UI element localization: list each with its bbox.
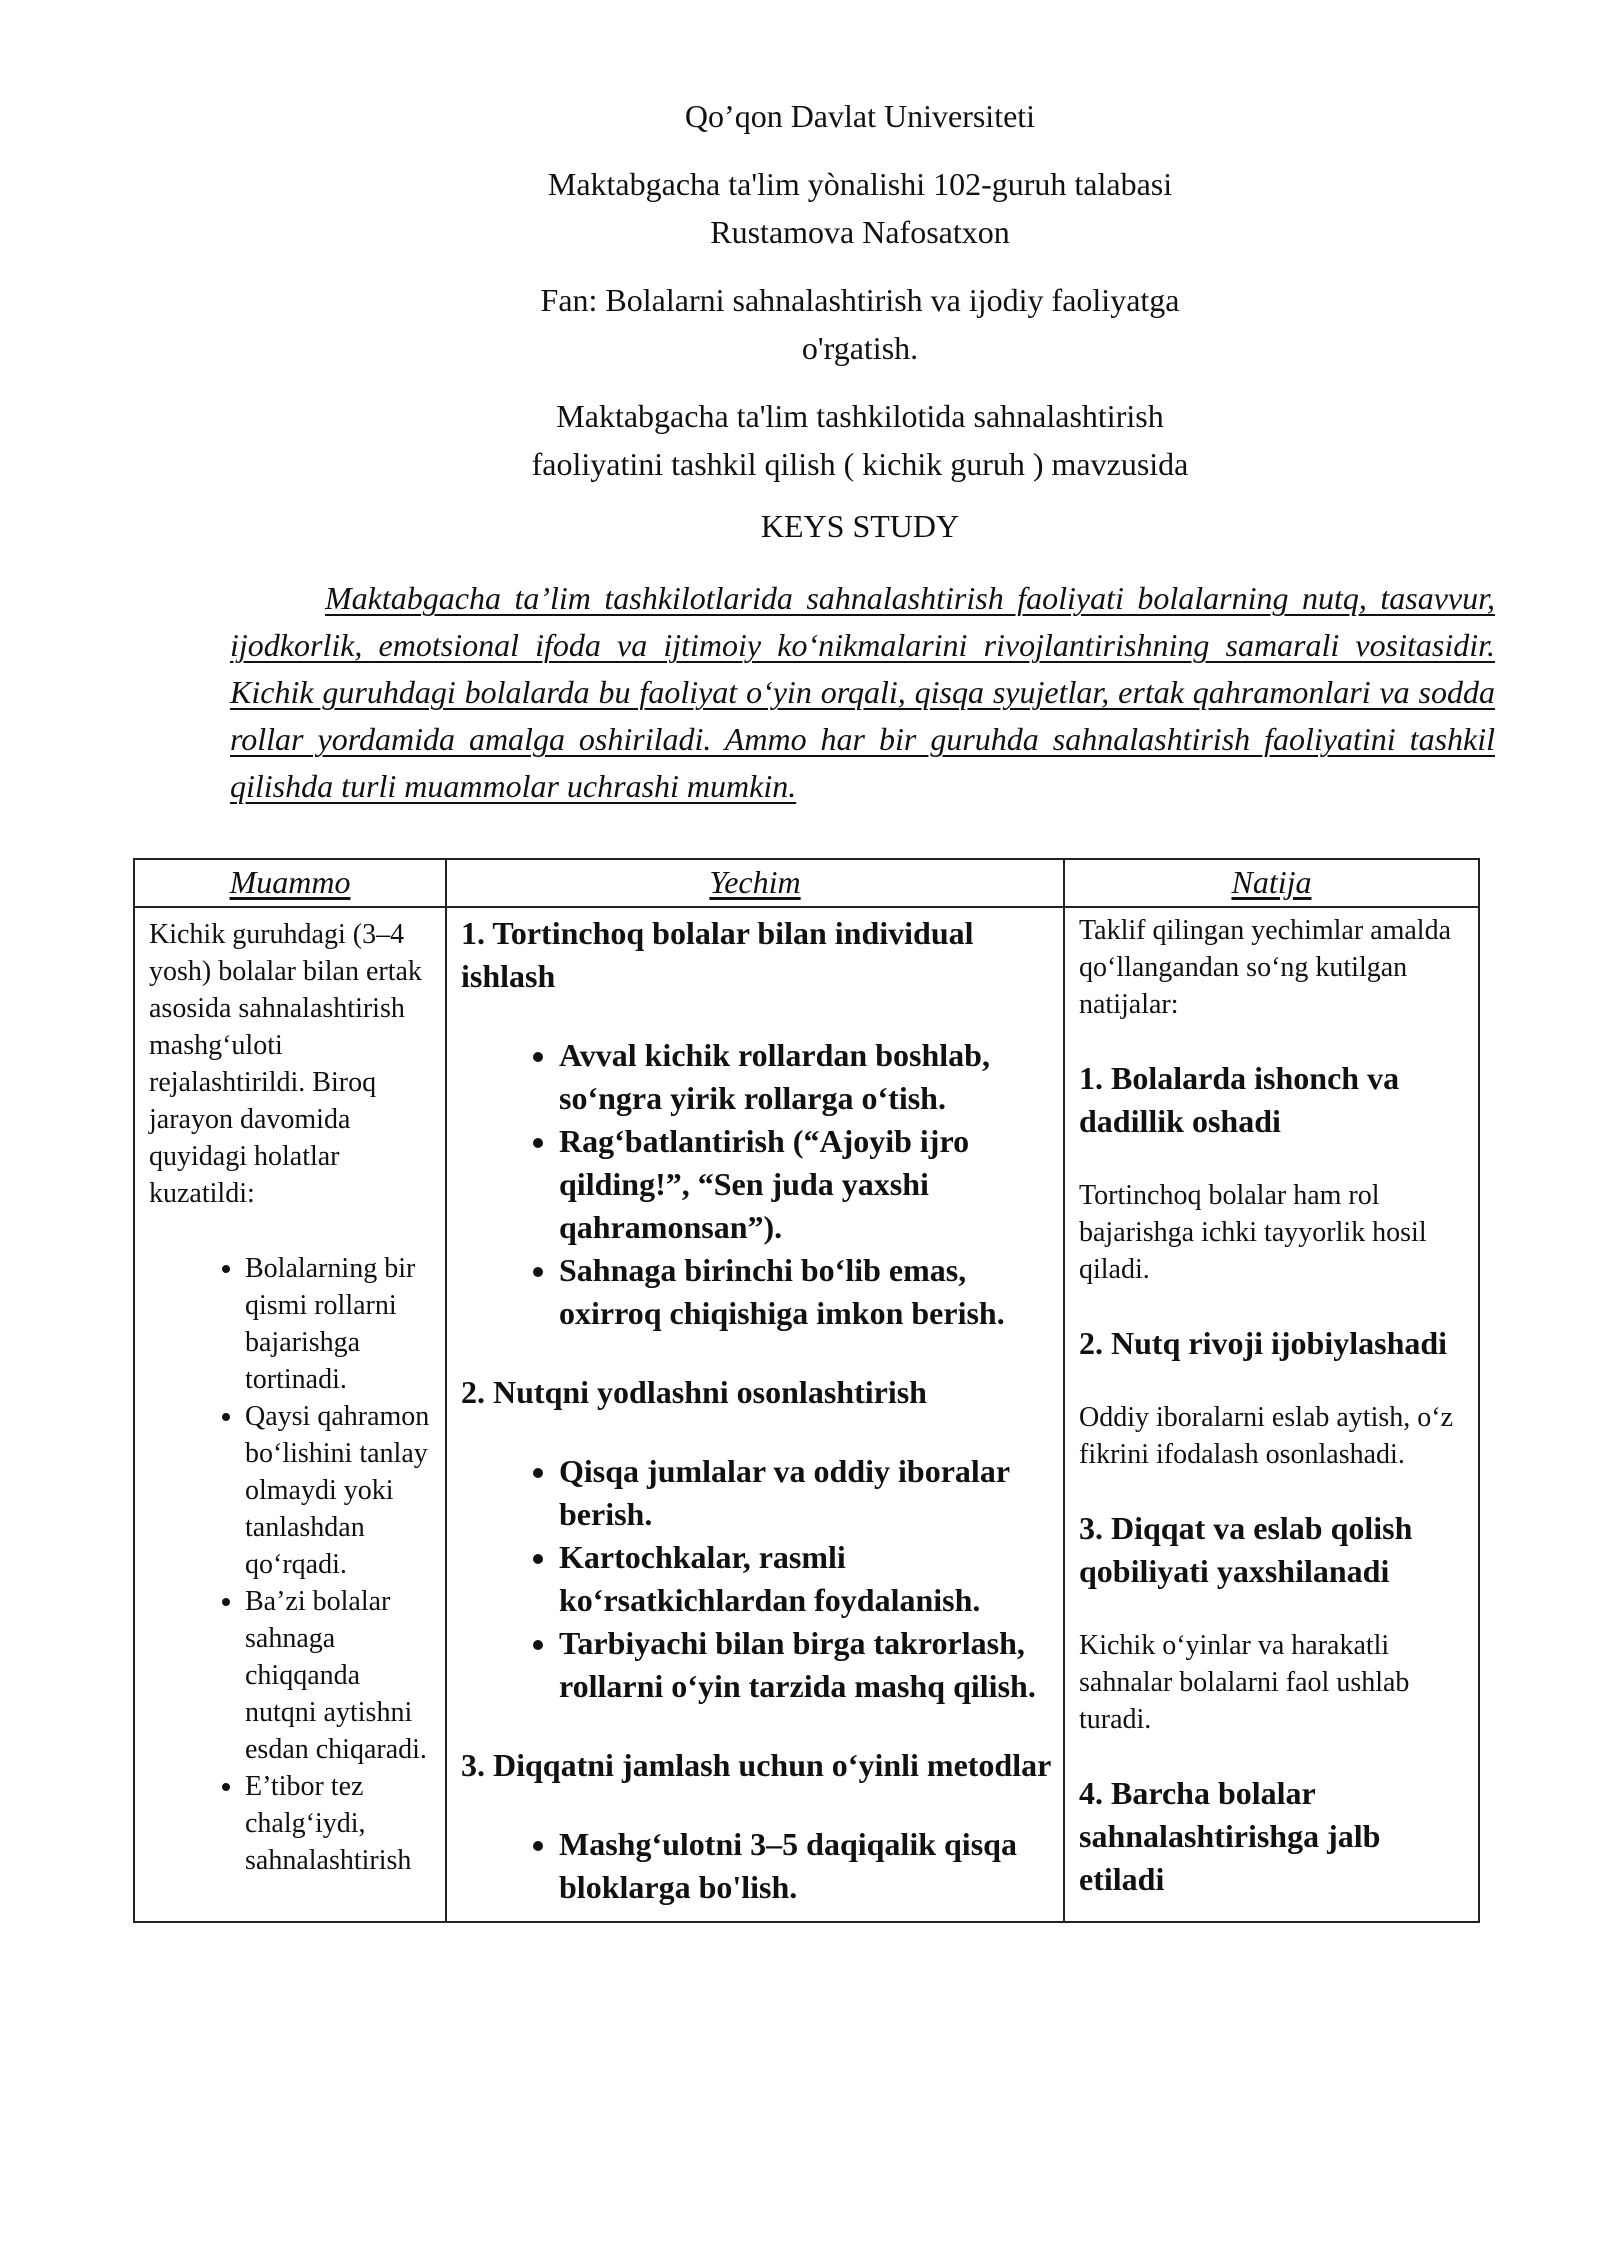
list-item: • E’tibor tez chalg‘iydi, sahnalashtirish bbox=[245, 1768, 437, 1879]
natija-item-title: 3. Diqqat va eslab qolish qobiliyati yaxshilanadi bbox=[1079, 1510, 1413, 1589]
list-item: • Qaysi qahramon bo‘lishini tanlay olmaydi yoki tanlashdan qo‘rqadi. bbox=[245, 1398, 437, 1583]
muammo-lead: Kichik guruhdagi (3–4 yosh) bolalar bilan ertak asosida sahnalashtirish mashg‘uloti rejalashtirildi. Biroq jarayon davomida quyidagi holatlar kuzatildi: bbox=[149, 919, 422, 1209]
list-item: • Kartochkalar, rasmli ko‘rsatkichlardan foydalanish. bbox=[559, 1536, 1055, 1622]
document-type: KEYS STUDY bbox=[760, 508, 960, 544]
student-group-line: Maktabgacha ta'lim yònalishi 102-guruh talabasi bbox=[547, 166, 1173, 202]
yechim-list bbox=[461, 1450, 1055, 1708]
yechim-section-title: 3. Diqqatni jamlash uchun o‘yinli metodlar bbox=[461, 1747, 1052, 1783]
yechim-cell bbox=[446, 907, 1064, 1922]
header-yechim: Yechim bbox=[446, 859, 1064, 907]
natija-intro: Taklif qilingan yechimlar amalda qo‘llangandan so‘ng kutilgan natijalar: bbox=[1079, 915, 1452, 1020]
natija-item-title: 4. Barcha bolalar sahnalashtirishga jalb etiladi bbox=[1079, 1775, 1381, 1897]
list-item: • Bolalarning bir qismi rollarni bajarishga tortinadi. bbox=[245, 1250, 437, 1398]
muammo-list bbox=[149, 1250, 437, 1879]
yechim-section-title: 1. Tortinchoq bolalar bilan individual ishlash bbox=[461, 915, 974, 994]
case-study-table bbox=[133, 858, 1480, 1923]
header-muammo: Muammo bbox=[134, 859, 446, 907]
header-natija: Natija bbox=[1064, 859, 1479, 907]
list-item: • Ba’zi bolalar sahnaga chiqqanda nutqni aytishni esdan chiqaradi. bbox=[245, 1583, 437, 1768]
subject-line-continued: o'rgatish. bbox=[801, 330, 919, 366]
topic-line: Maktabgacha ta'lim tashkilotida sahnalashtirish bbox=[556, 398, 1164, 434]
yechim-list bbox=[461, 1823, 1055, 1909]
table-row bbox=[134, 907, 1479, 1922]
document-header bbox=[300, 92, 1420, 550]
subject-line: Fan: Bolalarni sahnalashtirish va ijodiy faoliyatga bbox=[540, 282, 1180, 318]
list-item: • Avval kichik rollardan boshlab, so‘ngra yirik rollarga o‘tish. bbox=[559, 1034, 1055, 1120]
intro-paragraph: Maktabgacha ta’lim tashkilotlarida sahnalashtirish faoliyati bolalarning nutq, tasavvur, ijodkorlik, emotsional ifoda va ijtimoiy ko‘nikmalarini rivojlantirishning samarali vositasidir. Kichik guruhdagi bolalarda bu faoliyat o‘yin orqali, qisqa syujetlar, ertak qahramonlari va sodda rollar yordamida amalga oshiriladi. Ammo har bir guruhda sahnalashtirish faoliyatini tashkil qilishda turli muammolar uchrashi mumkin. bbox=[230, 580, 1495, 804]
natija-item-title: 1. Bolalarda ishonch va dadillik oshadi bbox=[1079, 1060, 1400, 1139]
list-item: • Tarbiyachi bilan birga takrorlash, rollarni o‘yin tarzida mashq qilish. bbox=[559, 1622, 1055, 1708]
natija-item-desc: Oddiy iboralarni eslab aytish, o‘z fikrini ifodalash osonlashadi. bbox=[1079, 1402, 1454, 1470]
list-item: • Rag‘batlantirish (“Ajoyib ijro qilding!”, “Sen juda yaxshi qahramonsan”). bbox=[559, 1120, 1055, 1249]
natija-item-title: 2. Nutq rivoji ijobiylashadi bbox=[1079, 1325, 1448, 1361]
list-item: • Sahnaga birinchi bo‘lib emas, oxirroq chiqishiga imkon berish. bbox=[559, 1249, 1055, 1335]
muammo-cell bbox=[134, 907, 446, 1922]
list-item: • Mashg‘ulotni 3–5 daqiqalik qisqa bloklarga bo'lish. bbox=[559, 1823, 1055, 1909]
student-name: Rustamova Nafosatxon bbox=[710, 214, 1010, 250]
list-item: • Qisqa jumlalar va oddiy iboralar berish. bbox=[559, 1450, 1055, 1536]
natija-item-desc: Kichik o‘yinlar va harakatli sahnalar bolalarni faol ushlab turadi. bbox=[1079, 1630, 1410, 1735]
yechim-section-title: 2. Nutqni yodlashni osonlashtirish bbox=[461, 1374, 927, 1410]
topic-line-continued: faoliyatini tashkil qilish ( kichik guruh ) mavzusida bbox=[531, 446, 1189, 482]
natija-item-desc: Tortinchoq bolalar ham rol bajarishga ichki tayyorlik hosil qiladi. bbox=[1079, 1180, 1427, 1285]
natija-cell bbox=[1064, 907, 1479, 1922]
yechim-list bbox=[461, 1034, 1055, 1335]
university-name: Qo’qon Davlat Universiteti bbox=[684, 98, 1036, 134]
table-header-row bbox=[134, 859, 1479, 907]
